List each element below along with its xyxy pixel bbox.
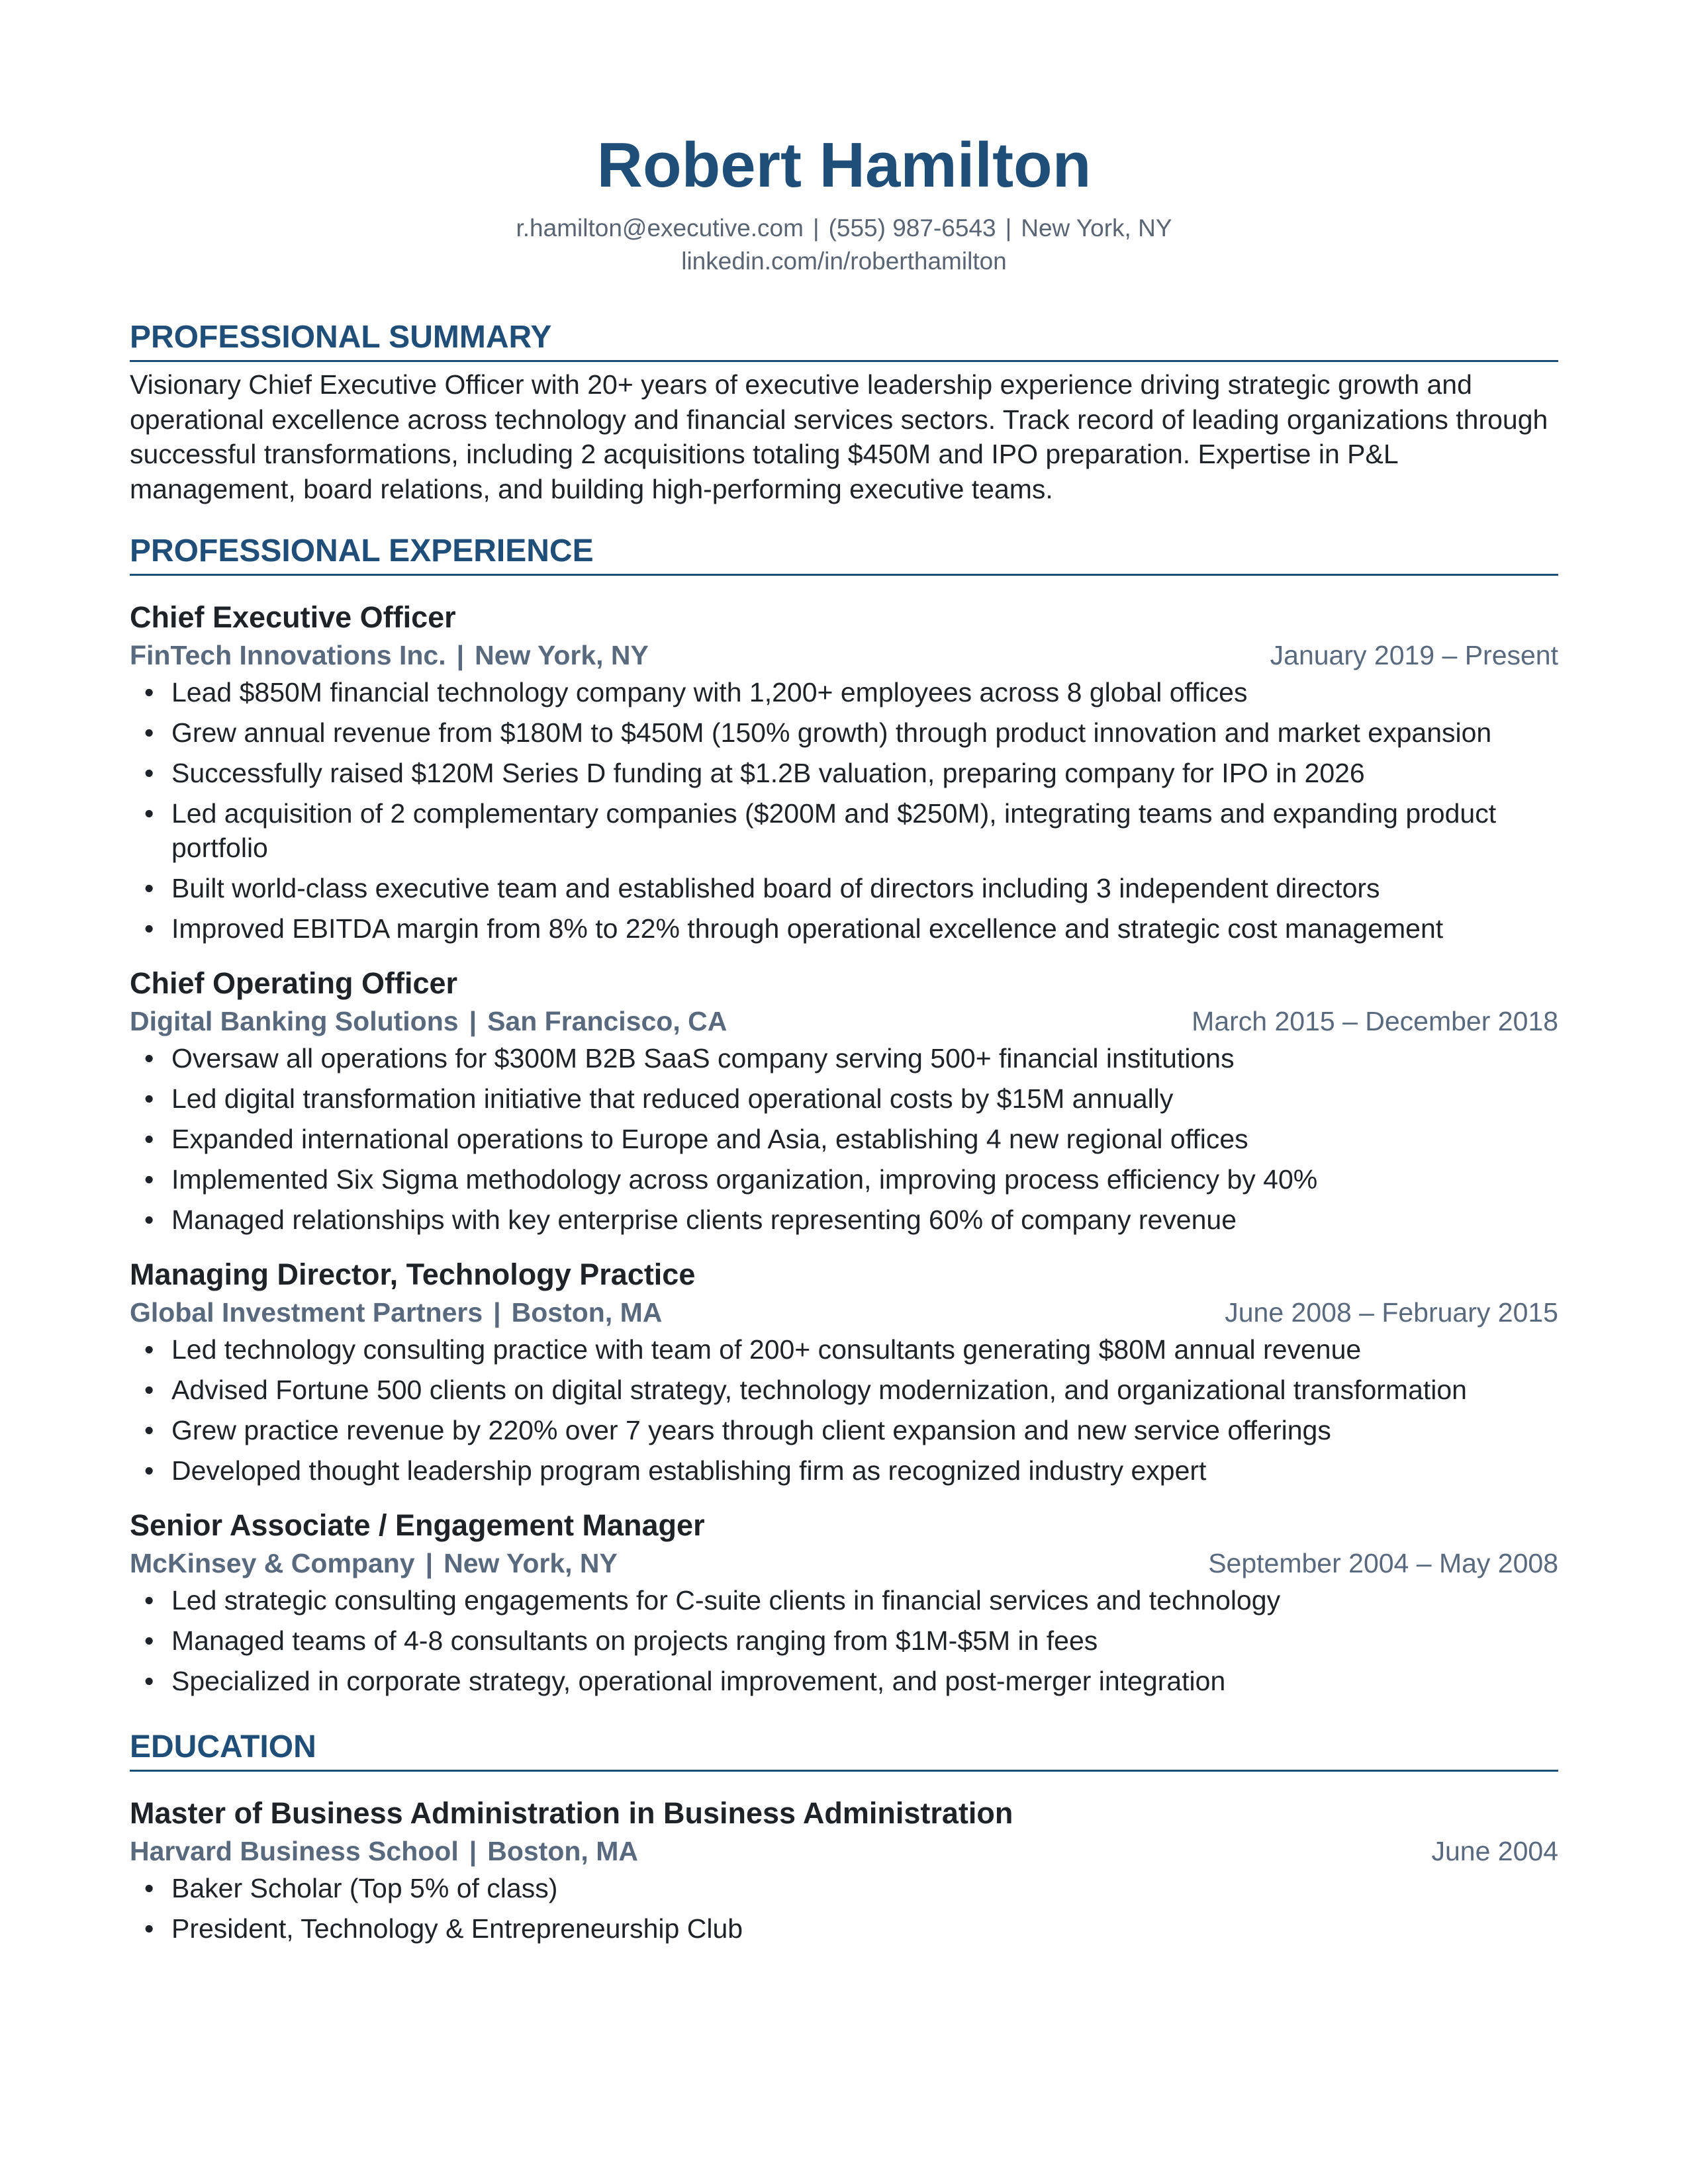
- bullet-item: [130, 1413, 1558, 1447]
- candidate-name: Robert Hamilton: [596, 130, 1092, 201]
- bullet-item: [130, 911, 1558, 946]
- summary-text: Visionary Chief Executive Officer with 20+ years of executive leadership experience driving strategic growth and operational excellence across technology and financial services sectors. Track record of leading organizations through successful transformations, including 2 acquisitions totaling $450M and IPO preparation. Expertise in P&L management, board relations, and building high-performing executive teams.: [130, 369, 1548, 504]
- education-list: [130, 1794, 1558, 1946]
- bullet-item: [130, 1373, 1558, 1407]
- bullet-dot: •: [144, 1415, 154, 1445]
- bullet-item: [130, 756, 1558, 790]
- separator: |: [456, 640, 465, 670]
- bullet-text: Built world-class executive team and established board of directors including 3 independent directors: [171, 873, 1380, 903]
- bullet-text: Successfully raised $120M Series D funding at $1.2B valuation, preparing company for IPO in 2026: [171, 758, 1365, 788]
- summary-section: [130, 318, 1558, 506]
- location: New York, NY: [1021, 214, 1172, 242]
- bullet-dot: •: [144, 913, 154, 944]
- job-dates: January 2019 – Present: [1270, 640, 1558, 670]
- school-name: Harvard Business School: [130, 1836, 459, 1866]
- bullet-text: Led digital transformation initiative that reduced operational costs by $15M annually: [171, 1083, 1174, 1114]
- bullet-dot: •: [144, 1083, 154, 1114]
- company-name: Digital Banking Solutions: [130, 1006, 459, 1036]
- job-dates: September 2004 – May 2008: [1208, 1548, 1558, 1578]
- bullet-dot: •: [144, 677, 154, 707]
- company-location: New York, NY: [444, 1548, 618, 1578]
- bullet-dot: •: [144, 1205, 154, 1235]
- job-meta: [130, 1833, 1558, 1870]
- company-name: Global Investment Partners: [130, 1297, 483, 1328]
- job-meta: [130, 1545, 1558, 1582]
- bullet-item: [130, 715, 1558, 750]
- company-line: [130, 1003, 727, 1040]
- bullet-text: Managed teams of 4-8 consultants on projects ranging from $1M-$5M in fees: [171, 1625, 1098, 1656]
- bullet-dot: •: [144, 1375, 154, 1405]
- bullet-dot: •: [144, 1666, 154, 1696]
- phone-number: (555) 987-6543: [828, 214, 996, 242]
- separator: |: [425, 1548, 434, 1578]
- job-title: Managing Director, Technology Practice: [130, 1257, 696, 1291]
- bullet-text: Expanded international operations to Europe and Asia, establishing 4 new regional offices: [171, 1124, 1248, 1154]
- company-name: McKinsey & Company: [130, 1548, 415, 1578]
- job-entry: [130, 1255, 1558, 1488]
- company-name: FinTech Innovations Inc.: [130, 640, 446, 670]
- bullet-text: Baker Scholar (Top 5% of class): [171, 1873, 558, 1903]
- section-title-education: EDUCATION: [130, 1727, 1558, 1772]
- bullet-item: [130, 1162, 1558, 1197]
- experience-section: [130, 531, 1558, 1698]
- bullet-text: Led strategic consulting engagements for C-suite clients in financial services and technology: [171, 1585, 1281, 1615]
- bullet-dot: •: [144, 1334, 154, 1365]
- bullet-item: [130, 1623, 1558, 1658]
- bullet-item: [130, 1664, 1558, 1698]
- company-line: [130, 1833, 638, 1870]
- bullet-dot: •: [144, 758, 154, 788]
- bullet-text: Grew practice revenue by 220% over 7 years through client expansion and new service offerings: [171, 1415, 1331, 1445]
- job-list: [130, 598, 1558, 1698]
- bullet-item: [130, 1203, 1558, 1237]
- job-dates: June 2008 – February 2015: [1225, 1297, 1558, 1328]
- email-link[interactable]: r.hamilton@executive.com: [516, 214, 804, 242]
- job-entry: [130, 964, 1558, 1237]
- bullet-dot: •: [144, 1873, 154, 1903]
- bullet-item: [130, 1332, 1558, 1367]
- company-line: [130, 1545, 618, 1582]
- company-line: [130, 1294, 662, 1331]
- bullet-item: [130, 1871, 1558, 1905]
- separator: |: [812, 214, 820, 242]
- bullet-dot: •: [144, 1164, 154, 1195]
- resume-page: [130, 126, 1558, 1952]
- linkedin-link[interactable]: linkedin.com/in/roberthamilton: [681, 248, 1007, 275]
- separator: |: [493, 1297, 501, 1328]
- bullet-text: Managed relationships with key enterprise clients representing 60% of company revenue: [171, 1205, 1237, 1235]
- job-meta: [130, 637, 1558, 674]
- bullet-text: Grew annual revenue from $180M to $450M (150% growth) through product innovation and market expansion: [171, 717, 1492, 748]
- education-section: [130, 1727, 1558, 1946]
- job-title: Senior Associate / Engagement Manager: [130, 1508, 705, 1542]
- bullet-dot: •: [144, 1913, 154, 1944]
- bullet-list: [130, 1041, 1558, 1237]
- bullet-text: Improved EBITDA margin from 8% to 22% through operational excellence and strategic cost management: [171, 913, 1444, 944]
- graduation-date: June 2004: [1431, 1836, 1558, 1866]
- job-meta: [130, 1294, 1558, 1331]
- separator: |: [469, 1836, 477, 1866]
- bullet-text: Developed thought leadership program establishing firm as recognized industry expert: [171, 1455, 1207, 1486]
- bullet-item: [130, 1911, 1558, 1946]
- bullet-list: [130, 1871, 1558, 1946]
- bullet-text: Specialized in corporate strategy, operational improvement, and post-merger integration: [171, 1666, 1226, 1696]
- bullet-item: [130, 1583, 1558, 1617]
- bullet-text: Led acquisition of 2 complementary companies ($200M and $250M), integrating teams and expanding product portfolio: [171, 798, 1497, 863]
- bullet-item: [130, 1453, 1558, 1488]
- bullet-item: [130, 796, 1558, 865]
- section-title-summary: PROFESSIONAL SUMMARY: [130, 318, 1558, 362]
- job-meta: [130, 1003, 1558, 1040]
- bullet-item: [130, 871, 1558, 905]
- company-location: San Francisco, CA: [487, 1006, 727, 1036]
- education-entry: [130, 1794, 1558, 1946]
- bullet-text: Lead $850M financial technology company with 1,200+ employees across 8 global offices: [171, 677, 1248, 707]
- school-location: Boston, MA: [487, 1836, 638, 1866]
- separator: |: [469, 1006, 477, 1036]
- separator: |: [1005, 214, 1012, 242]
- company-location: New York, NY: [475, 640, 649, 670]
- bullet-text: Advised Fortune 500 clients on digital strategy, technology modernization, and organizational transformation: [171, 1375, 1467, 1405]
- bullet-list: [130, 1332, 1558, 1488]
- job-entry: [130, 1506, 1558, 1698]
- bullet-dot: •: [144, 1043, 154, 1073]
- bullet-item: [130, 1122, 1558, 1156]
- bullet-item: [130, 1081, 1558, 1116]
- bullet-text: Implemented Six Sigma methodology across organization, improving process efficiency by 40%: [171, 1164, 1318, 1195]
- company-location: Boston, MA: [511, 1297, 663, 1328]
- section-title-experience: PROFESSIONAL EXPERIENCE: [130, 531, 1558, 576]
- degree-title: Master of Business Administration in Business Administration: [130, 1796, 1013, 1830]
- bullet-dot: •: [144, 717, 154, 748]
- bullet-dot: •: [144, 1455, 154, 1486]
- job-dates: March 2015 – December 2018: [1192, 1006, 1558, 1036]
- bullet-text: President, Technology & Entrepreneurship Club: [171, 1913, 743, 1944]
- job-title: Chief Operating Officer: [130, 966, 458, 1000]
- bullet-dot: •: [144, 1625, 154, 1656]
- job-title: Chief Executive Officer: [130, 600, 456, 634]
- bullet-dot: •: [144, 873, 154, 903]
- linkedin-line: [130, 245, 1558, 278]
- bullet-dot: •: [144, 1124, 154, 1154]
- bullet-text: Led technology consulting practice with team of 200+ consultants generating $80M annual revenue: [171, 1334, 1362, 1365]
- bullet-list: [130, 1583, 1558, 1698]
- bullet-dot: •: [144, 1585, 154, 1615]
- bullet-dot: •: [144, 798, 154, 829]
- job-entry: [130, 598, 1558, 946]
- bullet-item: [130, 675, 1558, 709]
- contact-line: [130, 212, 1558, 245]
- bullet-item: [130, 1041, 1558, 1075]
- bullet-list: [130, 675, 1558, 946]
- company-line: [130, 637, 649, 674]
- bullet-text: Oversaw all operations for $300M B2B SaaS company serving 500+ financial institutions: [171, 1043, 1235, 1073]
